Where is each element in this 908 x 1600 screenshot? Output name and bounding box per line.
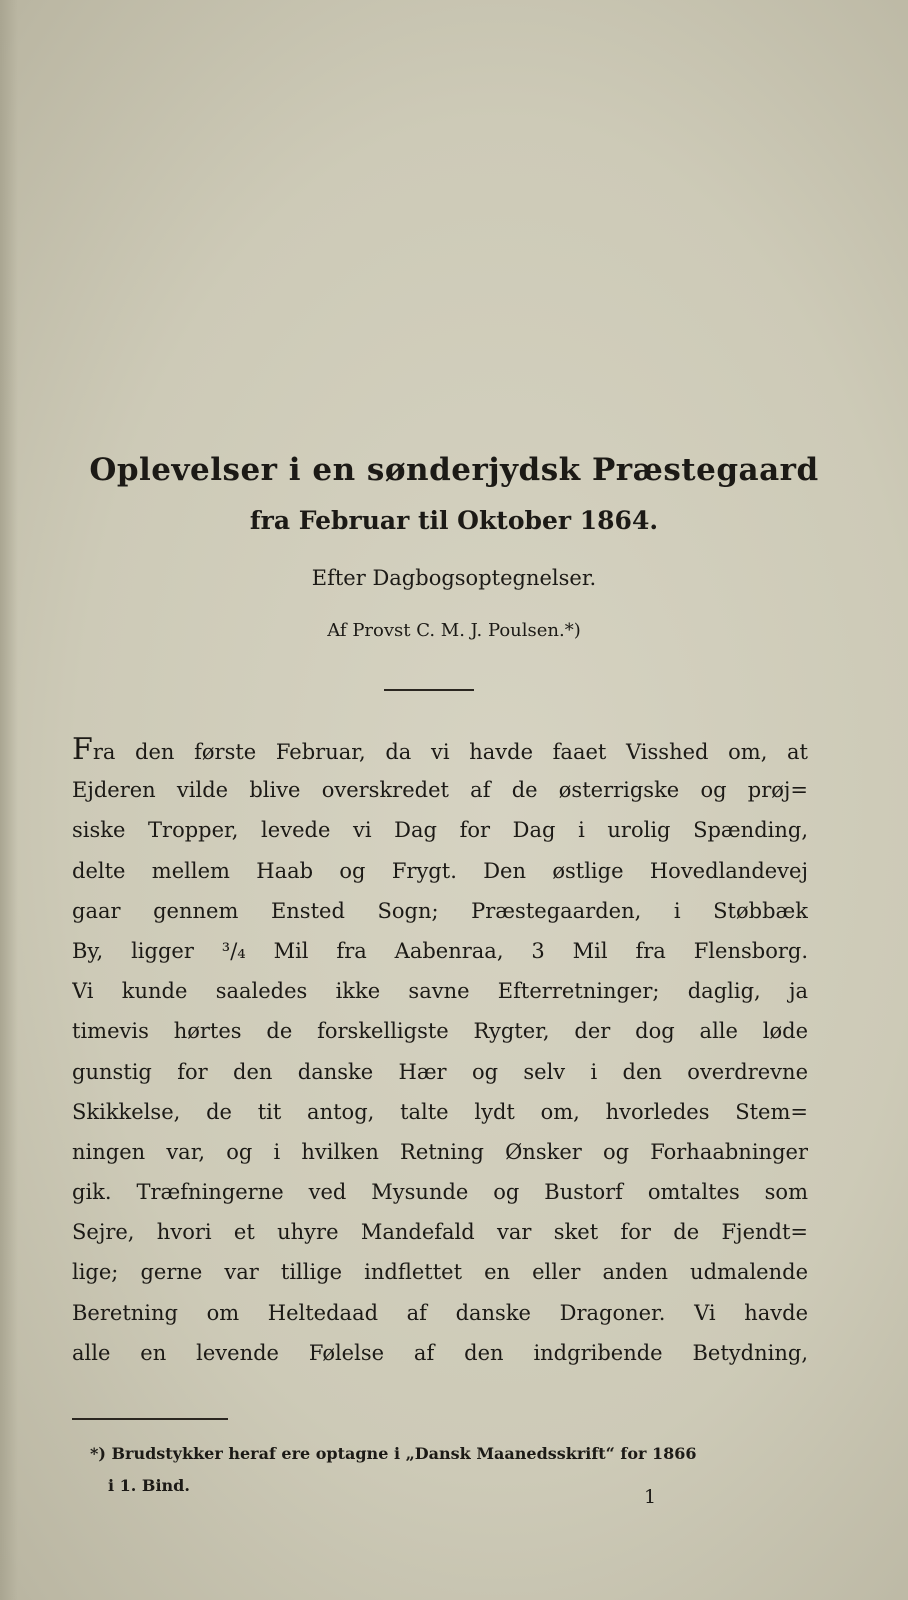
text-line: timevis hørtes de forskelligste Rygter, der dog alle løde bbox=[72, 1019, 808, 1044]
text-line: ningen var, og i hvilken Retning Ønsker og Forhaabninger bbox=[72, 1139, 808, 1164]
text-line: Beretning om Heltedaad af danske Dragoner. Vi havde bbox=[72, 1300, 808, 1325]
text-line: lige; gerne var tillige indflettet en eller anden udmalende bbox=[72, 1260, 808, 1285]
footnote-line: i 1. Bind. bbox=[108, 1476, 190, 1495]
text-line: alle en levende Følelse af den indgribende Betydning, bbox=[72, 1340, 808, 1365]
title-divider bbox=[384, 689, 474, 691]
source-note: Efter Dagbogsoptegnelser. bbox=[311, 566, 597, 590]
text-line: gik. Træfningerne ved Mysunde og Bustorf omtaltes som bbox=[72, 1180, 808, 1205]
text-line: siske Tropper, levede vi Dag for Dag i urolig Spænding, bbox=[72, 818, 808, 843]
footnote-line: *) Brudstykker heraf ere optagne i „Dansk Maanedsskrift“ for 1866 bbox=[90, 1444, 697, 1463]
text-line: gaar gennem Ensted Sogn; Præstegaarden, i Støbbæk bbox=[72, 898, 808, 923]
footnote bbox=[90, 1438, 790, 1502]
body-text bbox=[72, 730, 808, 1373]
text-line: Ejderen vilde blive overskredet af de østerrigske og prøj= bbox=[72, 778, 808, 803]
page-edge-shadow bbox=[0, 0, 18, 1600]
text-line: Skikkelse, de tit antog, talte lydt om, hvorledes Stem= bbox=[72, 1099, 808, 1124]
text-line: By, ligger ³/₄ Mil fra Aabenraa, 3 Mil fra Flensborg. bbox=[72, 938, 808, 963]
text-line: delte mellem Haab og Frygt. Den østlige Hovedlandevej bbox=[72, 858, 808, 883]
page-number: 1 bbox=[644, 1486, 657, 1508]
text-line: Vi kunde saaledes ikke savne Efterretninger; daglig, ja bbox=[72, 979, 808, 1004]
footnote-divider bbox=[72, 1418, 228, 1420]
chapter-title: Oplevelser i en sønderjydsk Præstegaard bbox=[89, 452, 819, 488]
chapter-subtitle: fra Februar til Oktober 1864. bbox=[249, 506, 659, 535]
text-line: gunstig for den danske Hær og selv i den overdrevne bbox=[72, 1059, 808, 1084]
author-line: Af Provst C. M. J. Poulsen.*) bbox=[327, 620, 581, 641]
text-line: Sejre, hvori et uhyre Mandefald var sket for de Fjendt= bbox=[72, 1220, 808, 1245]
text-line: Fra den første Februar, da vi havde faaet Visshed om, at bbox=[72, 732, 808, 767]
